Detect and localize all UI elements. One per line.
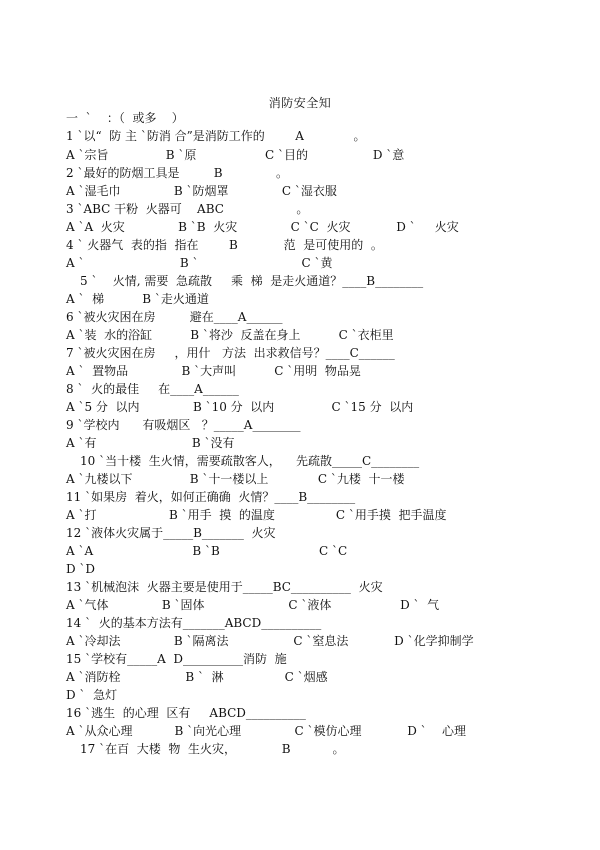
answer-options: A `气体 B `固体 C `液体 D ` 气 [66,598,440,612]
question-text: 9 `学校内 有吸烟区 ？_____A________ [66,418,301,432]
answer-options: A `冷却法 B `隔离法 C `窒息法 D `化学抑制学 [66,634,474,648]
question-text: 13 `机械泡沫 火器主要是使用于_____BC__________ 火灾 [66,580,383,594]
question-text: 14 ` 火的基本方法有_______ABCD__________ [66,616,322,630]
answer-options: A `5 分 以内 B `10 分 以内 C `15 分 以内 [66,400,414,414]
question-text: 5 ` 火情, 需要 急疏散 乘 梯 是走火通道？____B________ [80,274,424,288]
question-text: 11 `如果房 着火，如何正确确 火情？____B________ [66,490,356,504]
question-text: 1 `以“ 防 主 `防消 合”是消防工作的 A 。 [66,129,366,143]
answer-options: A `消防栓 B ` 淋 C `烟感 [66,670,328,684]
question-text: 8 ` 火的最佳 在____A______ [66,382,239,396]
question-text: 3 `ABC 干粉 火器可 ABC 。 [66,202,309,216]
question-text: 2 `最好的防烟工具是 B 。 [66,166,289,180]
question-text: 4 ` 火器气 表的指 指在 B 范 是可使用的 。 [66,238,383,252]
answer-options: A `A 火灾 B `B 火灾 C `C 火灾 D ` 火灾 [66,220,459,234]
answer-options: A ` 置物品 B `大声叫 C `用明 物品晃 [66,364,361,378]
answer-options: A `宗旨 B `原 C `目的 D `意 [66,148,405,162]
question-text: 16 `逃生 的心理 区有 ABCD__________ [66,706,306,720]
answer-options: A `从众心理 B `向光心理 C `模仿心理 D ` 心理 [66,724,466,738]
answer-options: A ` 梯 B `走火通道 [66,292,209,306]
answer-options: A `A B `B C `C [66,544,348,558]
question-text: 15 `学校有_____A D__________消防 施 [66,652,287,666]
answer-options: A `九楼以下 B `十一楼以上 C `九楼 十一楼 [66,472,405,486]
answer-options: D ` 急灯 [66,688,118,702]
question-text: 7 `被火灾困在房 ，用什 方法 出求救信号？____C______ [66,346,395,360]
document-title: 消防安全知 [268,96,332,110]
question-text: 10 `当十楼 生火情，需要疏散客人， 先疏散_____C________ [80,454,420,468]
section-heading: 一 ` ：（ 或多 ） [66,111,184,125]
question-text: 17 `在百 大楼 物 生火灾， B 。 [80,742,345,756]
question-text: 12 `液体火灾属于_____B_______ 火灾 [66,526,276,540]
answer-options: A `有 B `没有 [66,436,235,450]
answer-options: D `D [66,562,96,576]
answer-options: A `装 水的浴缸 B `将沙 反盖在身上 C `衣柜里 [66,328,394,342]
question-text: 6 `被火灾困在房 避在____A______ [66,310,283,324]
answer-options: A `打 B `用手 摸 的温度 C `用手摸 把手温度 [66,508,447,522]
answer-options: A `湿毛巾 B `防烟罩 C `湿衣服 [66,184,337,198]
answer-options: A ` B ` C `黄 [66,256,333,270]
